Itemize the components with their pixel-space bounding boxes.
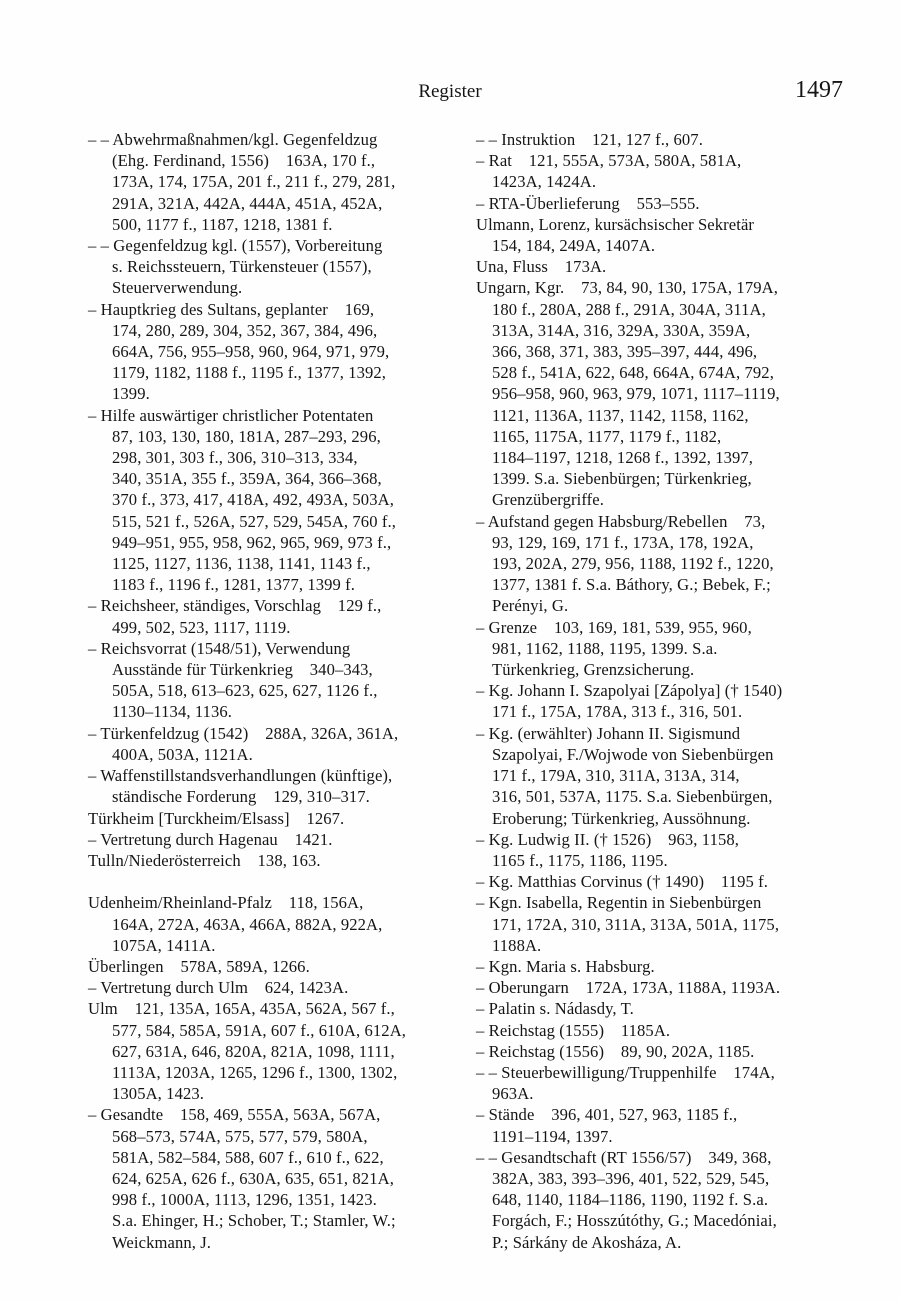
index-entry [476,256,862,277]
index-line: – Vertretung durch Ulm 624, 1423A. [88,978,349,998]
index-line: 93, 129, 169, 171 f., 173A, 178, 192A, [492,532,754,552]
index-line: 528 f., 541A, 622, 648, 664A, 674A, 792, [492,363,774,383]
index-entry [88,892,460,956]
index-line: 1179, 1182, 1188 f., 1195 f., 1377, 1392, [112,363,387,383]
index-line: 1399. [112,384,150,404]
index-entry [476,511,862,617]
index-line: 515, 521 f., 526A, 527, 529, 545A, 760 f., [112,511,396,531]
index-line: 366, 368, 371, 383, 395–397, 444, 496, [492,342,758,362]
index-line: – Türkenfeldzug (1542) 288A, 326A, 361A, [88,723,399,743]
index-line: 1183 f., 1196 f., 1281, 1377, 1399 f. [112,575,356,595]
index-line: – Reichstag (1556) 89, 90, 202A, 1185. [476,1041,755,1061]
index-entry [476,829,862,871]
index-line: 664A, 756, 955–958, 960, 964, 971, 979, [112,342,390,362]
index-entry [88,1104,460,1252]
index-line: – Oberungarn 172A, 173A, 1188A, 1193A. [476,978,781,998]
index-line: 500, 1177 f., 1187, 1218, 1381 f. [112,214,333,234]
section-spacer [88,871,460,892]
index-line: Ausstände für Türkenkrieg 340–343, [112,660,373,680]
index-line: ständische Forderung 129, 310–317. [112,787,370,807]
index-entry [476,129,862,150]
index-entry [476,892,862,956]
index-line: – Stände 396, 401, 527, 963, 1185 f., [476,1105,738,1125]
index-line: – – Steuerbewilligung/Truppenhilfe 174A, [476,1062,775,1082]
index-entry [88,977,460,998]
index-entry [476,956,862,977]
index-line: – Rat 121, 555A, 573A, 580A, 581A, [476,151,742,171]
index-entry [88,998,460,1104]
index-line: 1130–1134, 1136. [112,702,233,722]
index-line: Steuerverwendung. [112,278,243,298]
index-entry [88,723,460,765]
index-line: 1075A, 1411A. [112,935,216,955]
index-line: 956–958, 960, 963, 979, 1071, 1117–1119, [492,384,780,404]
index-entry [476,193,862,214]
index-line: Ungarn, Kgr. 73, 84, 90, 130, 175A, 179A, [476,278,778,298]
index-entry [476,977,862,998]
index-line: Überlingen 578A, 589A, 1266. [88,956,310,976]
index-line: 340, 351A, 355 f., 359A, 364, 366–368, [112,469,382,489]
index-line: 313A, 314A, 316, 329A, 330A, 359A, [492,320,751,340]
index-line: – Kgn. Isabella, Regentin in Siebenbürgen [476,893,762,913]
index-line: 624, 625A, 626 f., 630A, 635, 651, 821A, [112,1168,394,1188]
index-entry [88,638,460,723]
index-line: Perényi, G. [492,596,569,616]
index-line: 180 f., 280A, 288 f., 291A, 304A, 311A, [492,299,766,319]
index-entry [476,617,862,681]
index-entry [88,956,460,977]
index-line: 505A, 518, 613–623, 625, 627, 1126 f., [112,681,378,701]
index-line: 174, 280, 289, 304, 352, 367, 384, 496, [112,320,378,340]
page-number: 1497 [795,77,843,103]
index-line: – RTA-Überlieferung 553–555. [476,193,700,213]
index-line: – Hauptkrieg des Sultans, geplanter 169, [88,299,375,319]
index-entry [88,299,460,405]
index-line: Udenheim/Rheinland-Pfalz 118, 156A, [88,893,364,913]
index-line: 1305A, 1423. [112,1084,205,1104]
index-line: 154, 184, 249A, 1407A. [492,236,656,256]
index-line: – Gesandte 158, 469, 555A, 563A, 567A, [88,1105,381,1125]
index-line: 577, 584, 585A, 591A, 607 f., 610A, 612A, [112,1020,407,1040]
index-line: 193, 202A, 279, 956, 1188, 1192 f., 1220, [492,554,774,574]
index-line: Ulm 121, 135A, 165A, 435A, 562A, 567 f., [88,999,395,1019]
index-line: – Reichsvorrat (1548/51), Verwendung [88,638,351,658]
index-line: – – Gesandtschaft (RT 1556/57) 349, 368, [476,1147,772,1167]
index-line: 1165 f., 1175, 1186, 1195. [492,850,668,870]
index-line: Szapolyai, F./Wojwode von Siebenbürgen [492,744,774,764]
index-line: 298, 301, 303 f., 306, 310–313, 334, [112,448,358,468]
index-line: 581A, 582–584, 588, 607 f., 610 f., 622, [112,1147,384,1167]
index-line: 171, 172A, 310, 311A, 313A, 501A, 1175, [492,914,780,934]
index-line: 1165, 1175A, 1177, 1179 f., 1182, [492,426,722,446]
page-header [0,77,900,114]
index-entry [476,1062,862,1104]
index-line: – Kg. Matthias Corvinus († 1490) 1195 f. [476,872,769,892]
index-line: 1125, 1127, 1136, 1138, 1141, 1143 f., [112,554,371,574]
index-line: P.; Sárkány de Akosháza, A. [492,1232,682,1252]
index-line: 382A, 383, 393–396, 401, 522, 529, 545, [492,1168,770,1188]
index-entry [476,680,862,722]
index-line: 627, 631A, 646, 820A, 821A, 1098, 1111, [112,1041,395,1061]
index-line: – Kgn. Maria s. Habsburg. [476,956,655,976]
index-entry [88,405,460,596]
index-line: 1423A, 1424A. [492,172,597,192]
index-line: – Aufstand gegen Habsburg/Rebellen 73, [476,511,766,531]
index-line: 998 f., 1000A, 1113, 1296, 1351, 1423. [112,1190,377,1210]
index-entry [88,595,460,637]
index-line: 171 f., 179A, 310, 311A, 313A, 314, [492,766,740,786]
index-line: Una, Fluss 173A. [476,257,607,277]
index-line: 400A, 503A, 1121A. [112,744,253,764]
index-entry [88,235,460,299]
index-entry [476,723,862,829]
index-line: 949–951, 955, 958, 962, 965, 969, 973 f., [112,532,392,552]
index-entry [88,129,460,235]
index-line: Ulmann, Lorenz, kursächsischer Sekretär [476,214,755,234]
index-column-left [88,129,460,1253]
index-line: – – Instruktion 121, 127 f., 607. [476,130,703,149]
index-line: 291A, 321A, 442A, 444A, 451A, 452A, [112,193,383,213]
index-line: 963A. [492,1084,534,1104]
index-line: 1113A, 1203A, 1265, 1296 f., 1300, 1302, [112,1062,398,1082]
index-line: – Hilfe auswärtiger christlicher Potentaten [88,405,374,425]
index-line: – Reichstag (1555) 1185A. [476,1020,671,1040]
index-line: Tulln/Niederösterreich 138, 163. [88,850,321,870]
index-line: 171 f., 175A, 178A, 313 f., 316, 501. [492,702,743,722]
index-line: – Waffenstillstandsverhandlungen (künftige), [88,766,393,786]
index-line: Eroberung; Türkenkrieg, Aussöhnung. [492,808,751,828]
index-line: Weickmann, J. [112,1232,212,1252]
index-entry [88,765,460,807]
index-line: – Kg. Ludwig II. († 1526) 963, 1158, [476,829,740,849]
index-entry [88,829,460,850]
index-line: 316, 501, 537A, 1175. S.a. Siebenbürgen, [492,787,773,807]
index-entry [476,150,862,192]
index-entry [476,998,862,1019]
index-line: 1191–1194, 1397. [492,1126,613,1146]
index-line: Forgách, F.; Hosszútóthy, G.; Macedóniai, [492,1211,777,1231]
index-line: 648, 1140, 1184–1186, 1190, 1192 f. S.a. [492,1190,769,1210]
index-entry [476,871,862,892]
index-line: 173A, 174, 175A, 201 f., 211 f., 279, 281, [112,172,396,192]
index-line: 164A, 272A, 463A, 466A, 882A, 922A, [112,914,383,934]
index-entry [88,850,460,871]
index-line: – Reichsheer, ständiges, Vorschlag 129 f., [88,596,382,616]
index-entry [476,1104,862,1146]
index-column-right [476,129,862,1253]
index-entry [476,214,862,256]
index-line: – Grenze 103, 169, 181, 539, 955, 960, [476,617,752,637]
index-line: Türkheim [Turckheim/Elsass] 1267. [88,808,345,828]
index-line: 568–573, 574A, 575, 577, 579, 580A, [112,1126,368,1146]
index-line: 1184–1197, 1218, 1268 f., 1392, 1397, [492,448,754,468]
index-line: 1377, 1381 f. S.a. Báthory, G.; Bebek, F.; [492,575,771,595]
index-line: 1399. S.a. Siebenbürgen; Türkenkrieg, [492,469,752,489]
index-line: 499, 502, 523, 1117, 1119. [112,617,291,637]
index-entry [88,808,460,829]
index-line: s. Reichssteuern, Türkensteuer (1557), [112,257,372,277]
index-line: 87, 103, 130, 180, 181A, 287–293, 296, [112,426,381,446]
index-line: – Vertretung durch Hagenau 1421. [88,829,333,849]
index-line: – Kg. (erwählter) Johann II. Sigismund [476,723,741,743]
index-line: – Palatin s. Nádasdy, T. [476,999,634,1019]
index-line: – Kg. Johann I. Szapolyai [Zápolya] († 1540) [476,681,783,701]
index-line: 1188A. [492,935,542,955]
index-entry [476,277,862,510]
index-entry [476,1041,862,1062]
index-line: 1121, 1136A, 1137, 1142, 1158, 1162, [492,405,749,425]
index-line: – – Gegenfeldzug kgl. (1557), Vorbereitung [88,236,383,256]
index-line: 370 f., 373, 417, 418A, 492, 493A, 503A, [112,490,394,510]
index-entry [476,1147,862,1253]
page-header-title: Register [418,81,482,102]
index-entry [476,1020,862,1041]
index-line: Türkenkrieg, Grenzsicherung. [492,660,695,680]
index-line: 981, 1162, 1188, 1195, 1399. S.a. [492,638,718,658]
index-line: Grenzübergriffe. [492,490,605,510]
index-line: S.a. Ehinger, H.; Schober, T.; Stamler, W.; [112,1211,396,1231]
index-line: (Ehg. Ferdinand, 1556) 163A, 170 f., [112,151,376,171]
index-line: – – Abwehrmaßnahmen/kgl. Gegenfeldzug [88,130,378,149]
